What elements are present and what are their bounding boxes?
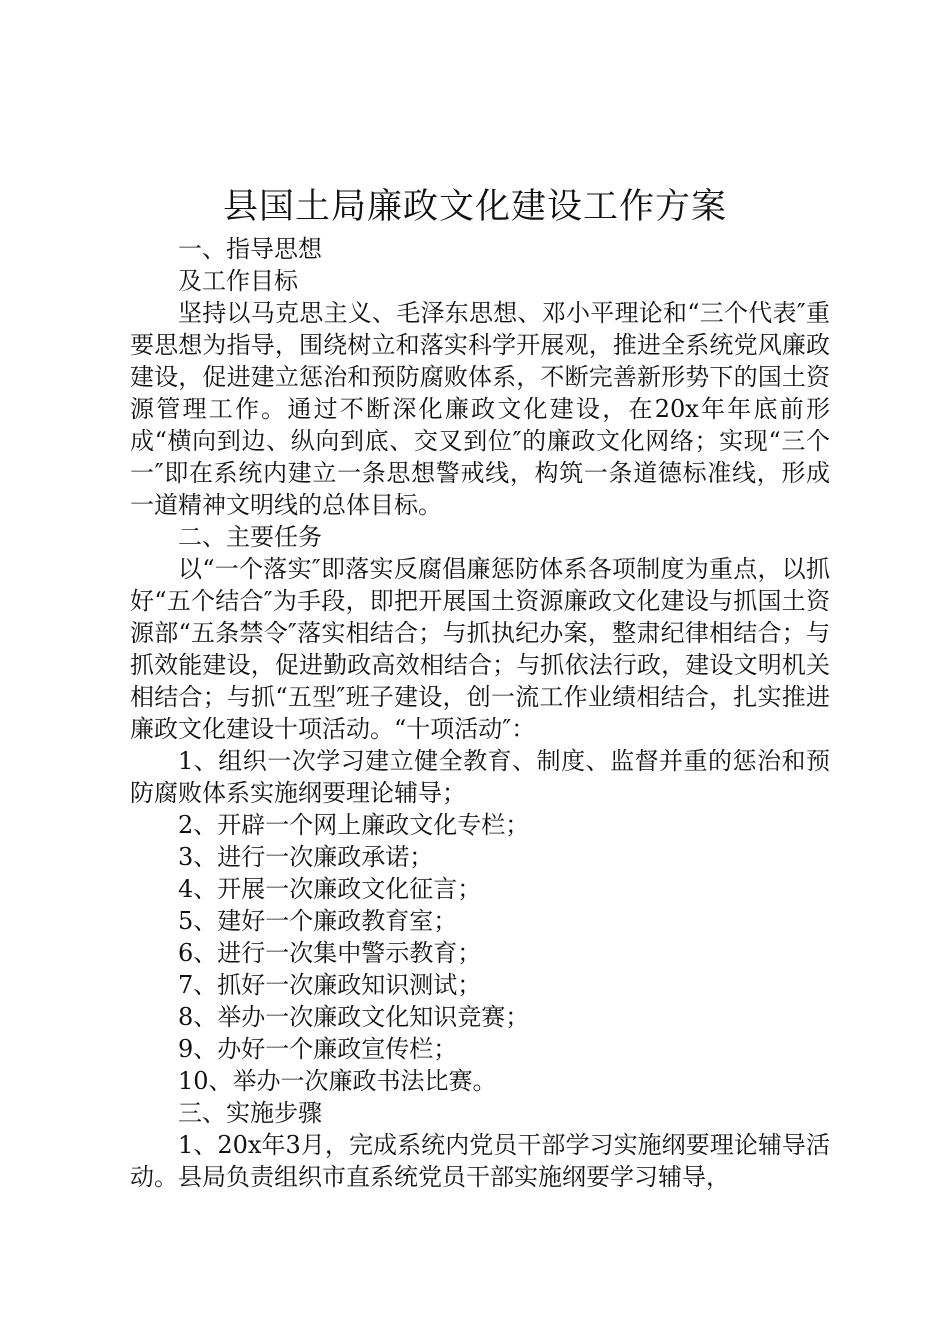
section-heading-implementation: 三、实施步骤 — [178, 1099, 322, 1127]
document-body — [130, 233, 830, 1193]
section-heading-continuation: 及工作目标 — [178, 267, 298, 295]
list-item-activity-1: 1、组织一次学习建立健全教育、制度、监督并重的惩治和预防腐败体系实施纲要理论辅导； — [130, 747, 830, 807]
list-item-activity-6: 6、进行一次集中警示教育； — [178, 939, 482, 967]
list-item-activity-5: 5、建好一个廉政教育室； — [178, 907, 458, 935]
section-heading-guiding-thought: 一、指导思想 — [178, 235, 322, 263]
paragraph-guiding-thought: 坚持以马克思主义、毛泽东思想、邓小平理论和“三个代表″重要思想为指导，围绕树立和落实科学开展观，推进全系统党风廉政建设，促进建立惩治和预防腐败体系，不断完善新形势下的国土资源管理工作。通过不断深化廉政文化建设，在20x年年底前形成“横向到边、纵向到底、交叉到位″的廉政文化网络；实现“三个一″即在系统内建立一条思想警戒线，构筑一条道德标准线，形成一道精神文明线的总体目标。 — [130, 299, 830, 519]
document-title: 县国土局廉政文化建设工作方案 — [222, 187, 727, 227]
section-heading-main-tasks: 二、主要任务 — [178, 523, 322, 551]
list-item-activity-9: 9、办好一个廉政宣传栏； — [178, 1035, 458, 1063]
list-item-activity-10: 10、举办一次廉政书法比赛。 — [178, 1067, 497, 1095]
list-item-activity-8: 8、举办一次廉政文化知识竞赛； — [178, 1003, 530, 1031]
list-item-activity-3: 3、进行一次廉政承诺； — [178, 843, 434, 871]
paragraph-implementation-step-1: 1、20x年3月，完成系统内党员干部学习实施纲要理论辅导活动。县局负责组织市直系统党员干部实施纲要学习辅导， — [130, 1131, 830, 1191]
paragraph-main-tasks: 以“一个落实″即落实反腐倡廉惩防体系各项制度为重点，以抓好“五个结合″为手段，即把开展国土资源廉政文化建设与抓国土资源部“五条禁令″落实相结合；与抓执纪办案，整肃纪律相结合；与抓效能建设，促进勤政高效相结合；与抓依法行政，建设文明机关相结合；与抓“五型″班子建设，创一流工作业绩相结合，扎实推进廉政文化建设十项活动。“十项活动″： — [130, 555, 830, 743]
list-item-activity-2: 2、开辟一个网上廉政文化专栏； — [178, 811, 530, 839]
list-item-activity-7: 7、抓好一次廉政知识测试； — [178, 971, 482, 999]
list-item-activity-4: 4、开展一次廉政文化征言； — [178, 875, 482, 903]
